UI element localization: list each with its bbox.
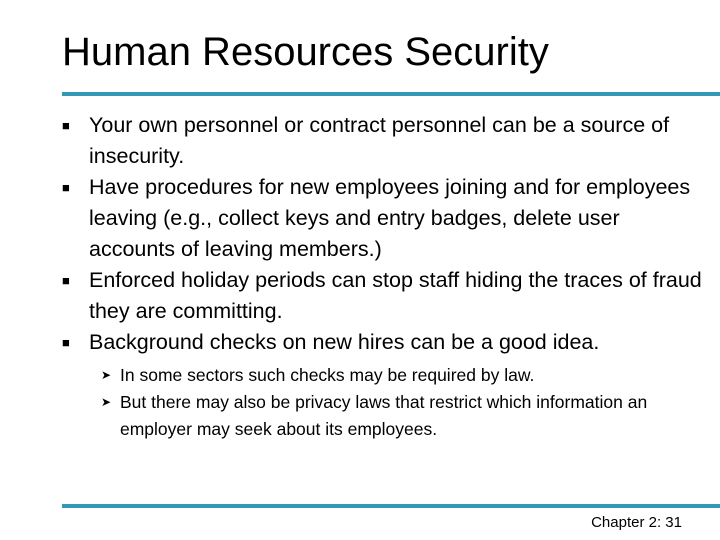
title-divider	[62, 92, 720, 96]
subbullet-text: But there may also be privacy laws that restrict which information an employer may seek about its employees.	[120, 392, 648, 439]
bullet-text: Background checks on new hires can be a good idea.	[89, 330, 600, 354]
footer-divider	[62, 504, 720, 508]
bullet-text: Enforced holiday periods can stop staff hiding the traces of fraud they are committing.	[89, 268, 702, 323]
square-bullet-icon: ■	[62, 335, 70, 350]
arrowhead-bullet-icon: ➤	[101, 368, 112, 382]
bullet-text: Your own personnel or contract personnel can be a source of insecurity.	[89, 113, 670, 168]
bullet-item	[62, 327, 702, 358]
square-bullet-icon: ■	[62, 118, 70, 133]
square-bullet-icon: ■	[62, 273, 70, 288]
slide-title: Human Resources Security	[62, 30, 549, 74]
bullet-item	[62, 110, 702, 172]
bullet-list	[62, 110, 702, 358]
arrowhead-bullet-icon: ➤	[101, 395, 112, 409]
subbullet-item	[101, 362, 701, 389]
bullet-item	[62, 172, 702, 265]
slide-footer: Chapter 2: 31	[591, 514, 682, 531]
bullet-item	[62, 265, 702, 327]
bullet-text: Have procedures for new employees joining and for employees leaving (e.g., collect keys and entry badges, delete user accounts of leaving members.)	[89, 175, 691, 261]
subbullet-item	[101, 389, 701, 443]
subbullet-list	[101, 362, 701, 443]
subbullet-text: In some sectors such checks may be required by law.	[120, 365, 535, 385]
square-bullet-icon: ■	[62, 180, 70, 195]
